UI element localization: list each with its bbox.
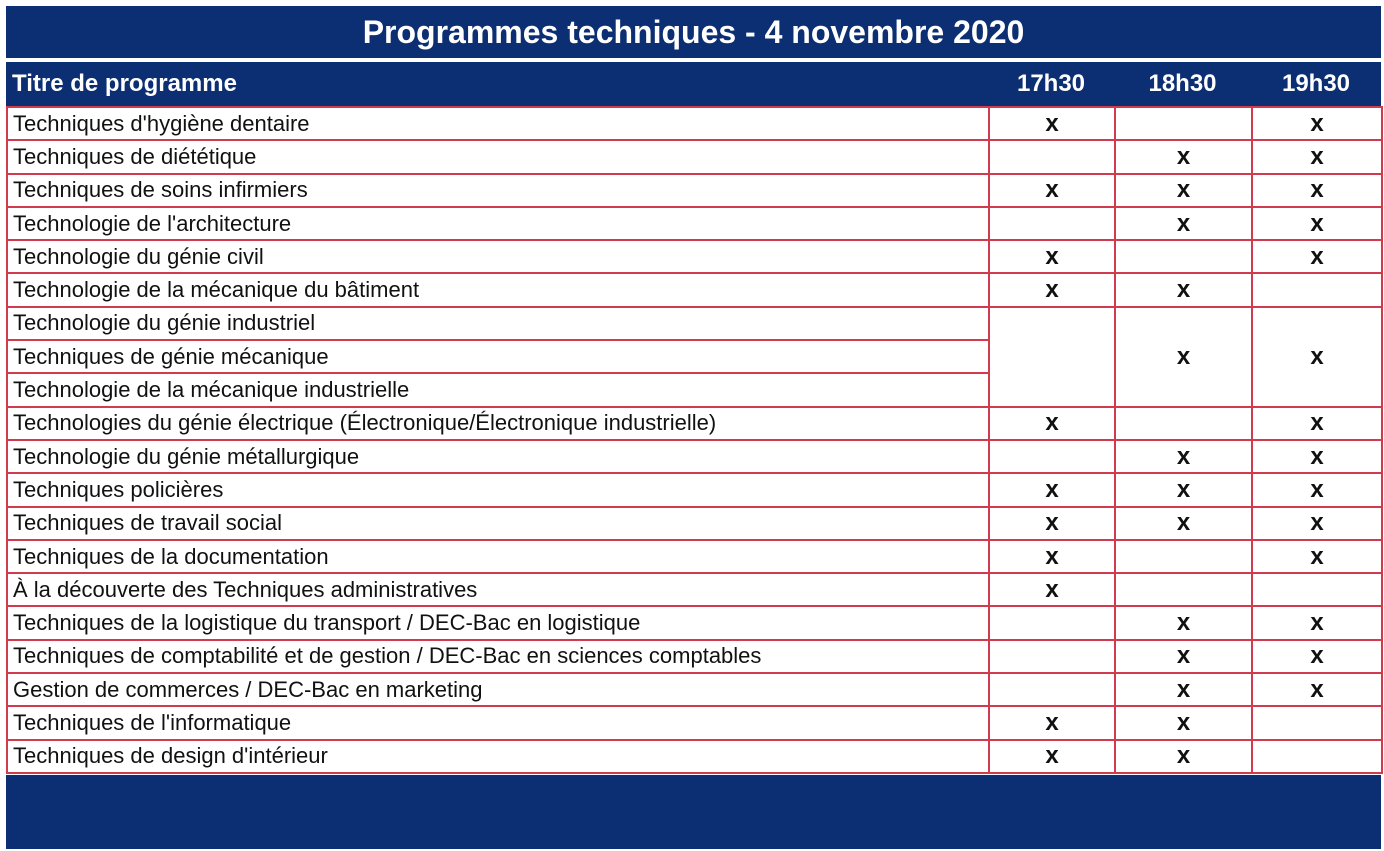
program-name: Techniques de génie mécanique <box>7 340 989 373</box>
session-mark-17h30 <box>989 673 1115 706</box>
session-mark-19h30: x <box>1252 606 1382 639</box>
session-mark-19h30: x <box>1252 407 1382 440</box>
program-name: Technologie de la mécanique industrielle <box>7 373 989 406</box>
session-mark-19h30: x <box>1252 307 1382 407</box>
session-mark-17h30 <box>989 606 1115 639</box>
session-mark-18h30: x <box>1115 207 1252 240</box>
session-mark-17h30: x <box>989 540 1115 573</box>
header-time-1730: 17h30 <box>1016 70 1086 97</box>
program-name: Techniques de la documentation <box>7 540 989 573</box>
session-mark-17h30 <box>989 207 1115 240</box>
program-name: Technologie du génie civil <box>7 240 989 273</box>
session-mark-19h30 <box>1252 573 1382 606</box>
header-time-1830: 18h30 <box>1148 70 1217 97</box>
session-mark-19h30: x <box>1252 673 1382 706</box>
program-name: Techniques de comptabilité et de gestion / DEC-Bac en sciences comptables <box>7 640 989 673</box>
session-mark-19h30: x <box>1252 473 1382 506</box>
session-mark-17h30: x <box>989 507 1115 540</box>
program-name: Technologie du génie industriel <box>7 307 989 340</box>
session-mark-18h30: x <box>1115 740 1252 773</box>
table-row <box>7 174 1382 207</box>
session-mark-17h30: x <box>989 740 1115 773</box>
session-mark-19h30: x <box>1252 207 1382 240</box>
session-mark-19h30: x <box>1252 540 1382 573</box>
table-row <box>7 573 1382 606</box>
session-mark-17h30 <box>989 140 1115 173</box>
table-row <box>7 207 1382 240</box>
table-row <box>7 240 1382 273</box>
session-mark-19h30: x <box>1252 174 1382 207</box>
session-mark-17h30: x <box>989 273 1115 306</box>
program-name: Technologies du génie électrique (Électronique/Électronique industrielle) <box>7 407 989 440</box>
session-mark-18h30: x <box>1115 307 1252 407</box>
table-row <box>7 440 1382 473</box>
table-header <box>6 62 1381 106</box>
header-program-title: Titre de programme <box>12 70 237 97</box>
table-row <box>7 473 1382 506</box>
table-row <box>7 673 1382 706</box>
session-mark-18h30 <box>1115 240 1252 273</box>
session-mark-19h30 <box>1252 706 1382 739</box>
program-name: Technologie de l'architecture <box>7 207 989 240</box>
session-mark-19h30: x <box>1252 140 1382 173</box>
table-row <box>7 606 1382 639</box>
session-mark-19h30 <box>1252 273 1382 306</box>
program-name: Techniques policières <box>7 473 989 506</box>
session-mark-17h30 <box>989 640 1115 673</box>
schedule-table <box>6 106 1383 774</box>
session-mark-19h30: x <box>1252 440 1382 473</box>
session-mark-17h30: x <box>989 407 1115 440</box>
table-row <box>7 107 1382 140</box>
table-row <box>7 273 1382 306</box>
session-mark-17h30: x <box>989 107 1115 140</box>
session-mark-18h30: x <box>1115 673 1252 706</box>
session-mark-18h30: x <box>1115 473 1252 506</box>
program-name: Techniques de design d'intérieur <box>7 740 989 773</box>
session-mark-18h30 <box>1115 107 1252 140</box>
program-name: Gestion de commerces / DEC-Bac en marketing <box>7 673 989 706</box>
session-mark-18h30: x <box>1115 174 1252 207</box>
table-row <box>7 507 1382 540</box>
session-mark-18h30 <box>1115 573 1252 606</box>
session-mark-17h30: x <box>989 473 1115 506</box>
session-mark-19h30 <box>1252 740 1382 773</box>
session-mark-17h30: x <box>989 174 1115 207</box>
table-row <box>7 140 1382 173</box>
program-name: Techniques de travail social <box>7 507 989 540</box>
program-name: Techniques de soins infirmiers <box>7 174 989 207</box>
program-name: À la découverte des Techniques administratives <box>7 573 989 606</box>
program-name: Techniques de l'informatique <box>7 706 989 739</box>
session-mark-17h30 <box>989 440 1115 473</box>
session-mark-18h30: x <box>1115 273 1252 306</box>
session-mark-18h30: x <box>1115 640 1252 673</box>
table-row <box>7 640 1382 673</box>
table-row <box>7 540 1382 573</box>
session-mark-17h30: x <box>989 706 1115 739</box>
session-mark-18h30: x <box>1115 706 1252 739</box>
header-time-1930: 19h30 <box>1281 70 1351 97</box>
session-mark-18h30: x <box>1115 140 1252 173</box>
footer-bar <box>6 775 1381 849</box>
program-name: Techniques de diététique <box>7 140 989 173</box>
session-mark-17h30: x <box>989 573 1115 606</box>
table-row <box>7 740 1382 773</box>
session-mark-18h30: x <box>1115 440 1252 473</box>
session-mark-19h30: x <box>1252 240 1382 273</box>
table-row <box>7 407 1382 440</box>
session-mark-18h30: x <box>1115 606 1252 639</box>
session-mark-19h30: x <box>1252 507 1382 540</box>
page-title: Programmes techniques - 4 novembre 2020 <box>6 6 1381 58</box>
program-name: Techniques de la logistique du transport / DEC-Bac en logistique <box>7 606 989 639</box>
session-mark-19h30: x <box>1252 640 1382 673</box>
session-mark-17h30 <box>989 307 1115 407</box>
table-row <box>7 307 1382 340</box>
session-mark-18h30: x <box>1115 507 1252 540</box>
session-mark-18h30 <box>1115 407 1252 440</box>
session-mark-17h30: x <box>989 240 1115 273</box>
session-mark-19h30: x <box>1252 107 1382 140</box>
program-name: Techniques d'hygiène dentaire <box>7 107 989 140</box>
program-name: Technologie du génie métallurgique <box>7 440 989 473</box>
program-name: Technologie de la mécanique du bâtiment <box>7 273 989 306</box>
table-row <box>7 706 1382 739</box>
session-mark-18h30 <box>1115 540 1252 573</box>
